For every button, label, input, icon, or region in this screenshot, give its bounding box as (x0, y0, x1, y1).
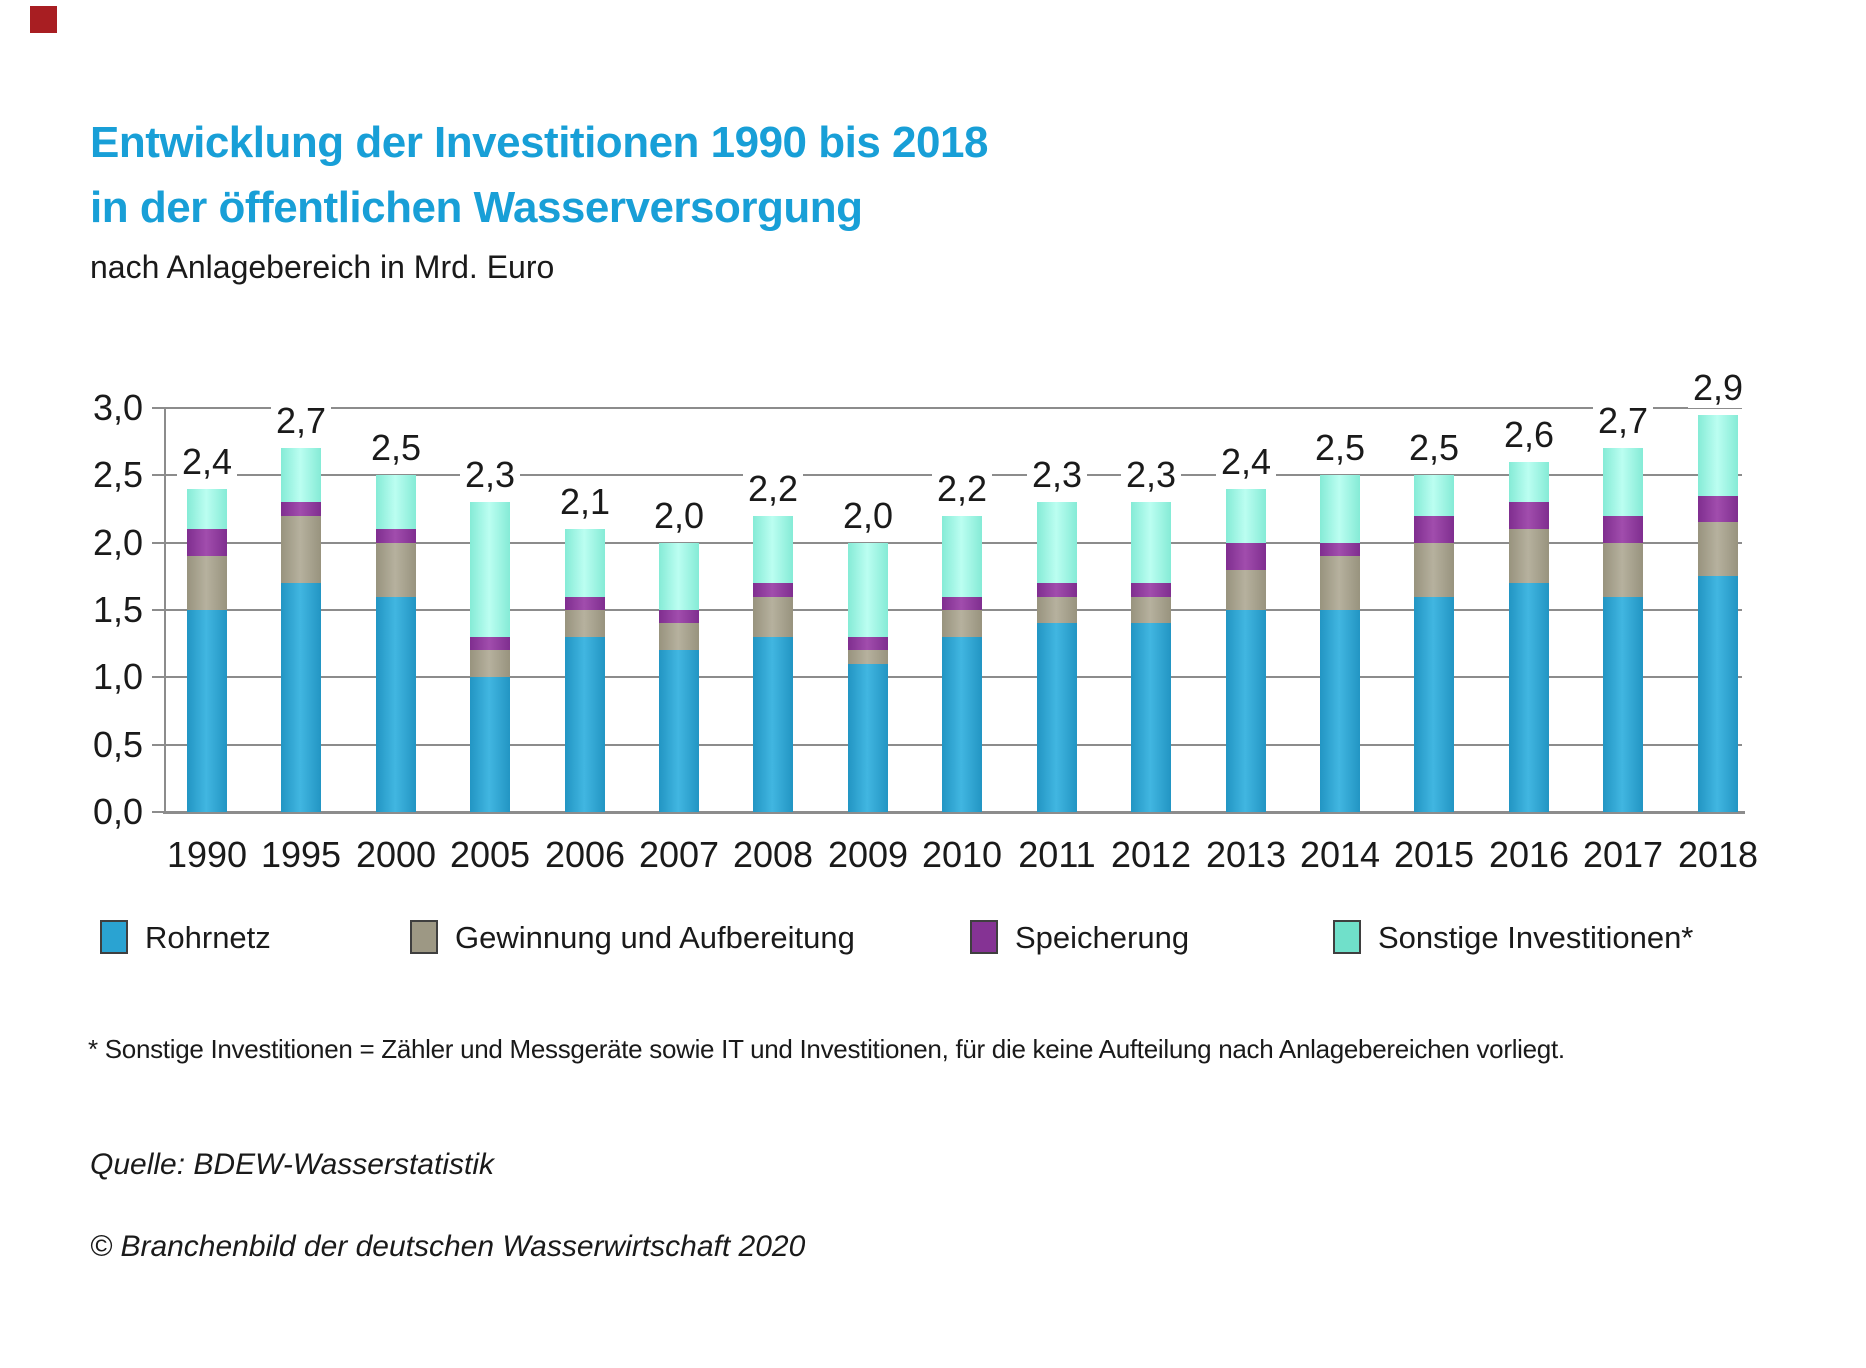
bar-segment-rohrnetz (1320, 610, 1360, 812)
x-tick-label: 2005 (449, 834, 531, 875)
bar-segment-rohrnetz (1226, 610, 1266, 812)
legend-swatch-icon (1333, 920, 1361, 954)
y-tick-label: 1,0 (92, 656, 143, 697)
bar-segment-rohrnetz (470, 677, 510, 812)
bar-segment-gewinnung-und-aufbereitung (1414, 543, 1454, 597)
x-tick-label: 1990 (166, 834, 248, 875)
y-tick-label: 0,0 (92, 791, 143, 832)
bar-segment-sonstige-investitionen (1037, 502, 1077, 583)
bar-segment-sonstige-investitionen (942, 516, 982, 597)
bar-total-label (1648, 369, 1788, 407)
bar-segment-rohrnetz (1509, 583, 1549, 812)
y-tick-label: 1,5 (92, 589, 143, 630)
gridline (165, 407, 1742, 409)
legend-label: Rohrnetz (145, 920, 271, 955)
bar-segment-gewinnung-und-aufbereitung (659, 623, 699, 650)
legend-swatch-icon (100, 920, 128, 954)
bar-total-label (1553, 402, 1693, 440)
bar-segment-gewinnung-und-aufbereitung (1509, 529, 1549, 583)
bar-total-value: 2,3 (1027, 454, 1087, 495)
bar-segment-gewinnung-und-aufbereitung (1131, 597, 1171, 623)
bar-total-value: 2,2 (743, 468, 803, 509)
bar-segment-rohrnetz (1037, 623, 1077, 812)
bar-segment-speicherung (1509, 502, 1549, 529)
legend-swatch-icon (970, 920, 998, 954)
bar-segment-speicherung (753, 583, 793, 597)
bar-segment-sonstige-investitionen (1414, 475, 1454, 516)
bar-segment-speicherung (376, 529, 416, 543)
bar-segment-gewinnung-und-aufbereitung (753, 597, 793, 637)
bar-segment-sonstige-investitionen (753, 516, 793, 583)
bar-segment-rohrnetz (565, 637, 605, 812)
bar-total-value: 2,7 (1593, 400, 1653, 441)
bar-segment-speicherung (1226, 543, 1266, 570)
bar-segment-rohrnetz (376, 597, 416, 812)
bar-segment-gewinnung-und-aufbereitung (565, 610, 605, 637)
bar-total-value: 2,5 (1310, 427, 1370, 468)
bar-segment-speicherung (1131, 583, 1171, 597)
y-tick-label: 0,5 (92, 724, 143, 765)
bar-segment-sonstige-investitionen (565, 529, 605, 597)
brand-mark (30, 6, 57, 33)
page-title (90, 110, 988, 240)
bar-total-value: 2,5 (1404, 427, 1464, 468)
bar-total-value: 2,4 (177, 441, 237, 482)
bar-total-value: 2,5 (366, 427, 426, 468)
bar-segment-gewinnung-und-aufbereitung (942, 610, 982, 637)
bar-segment-sonstige-investitionen (281, 448, 321, 502)
x-tick-label: 2010 (921, 834, 1003, 875)
bar-segment-speicherung (1037, 583, 1077, 597)
bar-segment-speicherung (470, 637, 510, 650)
bar-segment-gewinnung-und-aufbereitung (1226, 570, 1266, 610)
bar-segment-sonstige-investitionen (1603, 448, 1643, 516)
bar-total-value: 2,3 (1121, 454, 1181, 495)
bar-segment-sonstige-investitionen (376, 475, 416, 529)
bar-segment-gewinnung-und-aufbereitung (1698, 522, 1738, 576)
bar-total-value: 2,4 (1216, 441, 1276, 482)
bar-segment-gewinnung-und-aufbereitung (1603, 543, 1643, 597)
bar-segment-rohrnetz (848, 664, 888, 812)
bar-segment-gewinnung-und-aufbereitung (1320, 556, 1360, 610)
bar-segment-sonstige-investitionen (470, 502, 510, 637)
bar-segment-speicherung (1698, 496, 1738, 522)
bar-segment-gewinnung-und-aufbereitung (281, 516, 321, 583)
x-tick-label: 1995 (260, 834, 342, 875)
footnote: * Sonstige Investitionen = Zähler und Messgeräte sowie IT und Investitionen, für die keine Aufteilung nach Anlagebereichen vorliegt. (88, 1034, 1565, 1064)
page-subtitle: nach Anlagebereich in Mrd. Euro (90, 249, 555, 285)
x-tick-label: 2017 (1582, 834, 1664, 875)
page-title-line1: Entwicklung der Investitionen 1990 bis 2018 (90, 118, 988, 167)
bar-segment-gewinnung-und-aufbereitung (470, 650, 510, 677)
bar-segment-speicherung (1414, 516, 1454, 543)
x-tick-label: 2012 (1110, 834, 1192, 875)
bar-segment-rohrnetz (942, 637, 982, 812)
x-tick-label: 2018 (1677, 834, 1759, 875)
bar-segment-speicherung (659, 610, 699, 623)
legend-label: Sonstige Investitionen* (1378, 920, 1694, 955)
y-tick-label: 3,0 (92, 387, 143, 428)
bar-total-label (137, 443, 277, 481)
bar-segment-gewinnung-und-aufbereitung (848, 650, 888, 664)
bar-total-value: 2,2 (932, 468, 992, 509)
bar-total-value: 2,7 (271, 400, 331, 441)
x-tick-label: 2011 (1018, 834, 1096, 875)
bar-segment-gewinnung-und-aufbereitung (1037, 597, 1077, 623)
bar-segment-speicherung (1603, 516, 1643, 543)
bar-segment-sonstige-investitionen (1131, 502, 1171, 583)
copyright-line: © Branchenbild der deutschen Wasserwirtschaft 2020 (90, 1230, 806, 1263)
bar-total-value: 2,0 (838, 495, 898, 536)
source-line: Quelle: BDEW-Wasserstatistik (90, 1148, 494, 1181)
bar-total-value: 2,3 (460, 454, 520, 495)
bar-segment-rohrnetz (1414, 597, 1454, 812)
y-tick-label: 2,0 (92, 522, 143, 563)
bar-segment-sonstige-investitionen (1320, 475, 1360, 543)
bar-segment-sonstige-investitionen (1509, 462, 1549, 502)
bar-segment-rohrnetz (1698, 576, 1738, 812)
x-tick-label: 2016 (1488, 834, 1570, 875)
x-tick-label: 2013 (1205, 834, 1287, 875)
bar-total-value: 2,0 (649, 495, 709, 536)
bar-segment-speicherung (565, 597, 605, 610)
legend-label: Gewinnung und Aufbereitung (455, 920, 855, 955)
bar-segment-speicherung (848, 637, 888, 650)
bar-segment-rohrnetz (1131, 623, 1171, 812)
x-tick-label: 2006 (544, 834, 626, 875)
bar-segment-speicherung (281, 502, 321, 516)
bar-segment-rohrnetz (753, 637, 793, 812)
x-tick-label: 2007 (638, 834, 720, 875)
bar-segment-speicherung (942, 597, 982, 610)
page-title-line2: in der öffentlichen Wasserversorgung (90, 183, 863, 232)
bar-segment-rohrnetz (659, 650, 699, 812)
bar-total-value: 2,6 (1499, 414, 1559, 455)
bar-segment-sonstige-investitionen (848, 543, 888, 637)
bar-total-value: 2,1 (555, 481, 615, 522)
bar-segment-sonstige-investitionen (1226, 489, 1266, 543)
bar-segment-gewinnung-und-aufbereitung (187, 556, 227, 610)
bar-segment-sonstige-investitionen (1698, 415, 1738, 496)
x-tick-label: 2015 (1393, 834, 1475, 875)
bar-segment-sonstige-investitionen (187, 489, 227, 529)
bar-segment-gewinnung-und-aufbereitung (376, 543, 416, 597)
bar-segment-rohrnetz (1603, 597, 1643, 812)
legend-label: Speicherung (1015, 920, 1190, 955)
bar-segment-rohrnetz (281, 583, 321, 812)
x-tick-label: 2008 (732, 834, 814, 875)
bar-total-value: 2,9 (1688, 367, 1748, 408)
bar-segment-rohrnetz (187, 610, 227, 812)
x-tick-label: 2014 (1299, 834, 1381, 875)
bar-segment-speicherung (187, 529, 227, 556)
bar-segment-sonstige-investitionen (659, 543, 699, 610)
bar-segment-speicherung (1320, 543, 1360, 556)
legend-swatch-icon (410, 920, 438, 954)
x-tick-label: 2000 (355, 834, 437, 875)
y-tick-label: 2,5 (92, 454, 143, 495)
x-tick-label: 2009 (827, 834, 909, 875)
